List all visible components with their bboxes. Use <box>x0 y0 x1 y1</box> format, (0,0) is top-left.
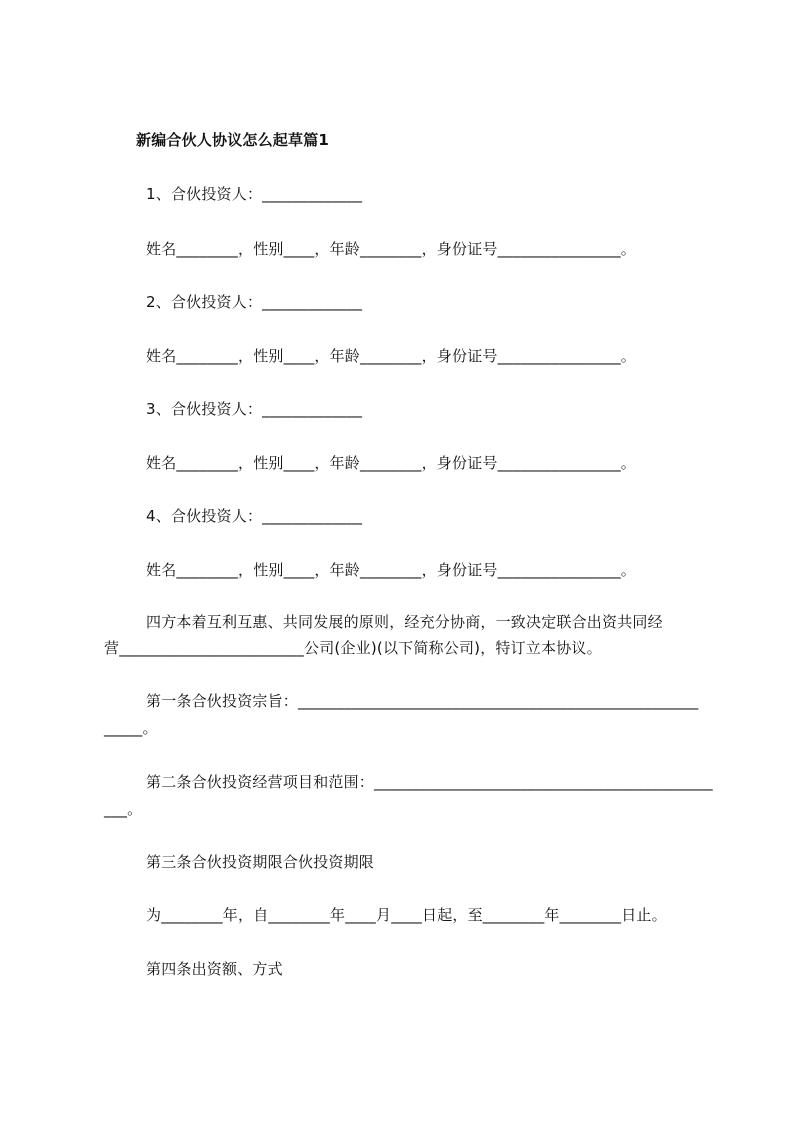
article-4-line-1: 第四条出资额、方式 <box>146 960 283 978</box>
investor-2-details: 姓名________，性别____，年龄________，身份证号________________。 <box>146 347 637 365</box>
investor-1-heading: 1、合伙投资人：_____________ <box>146 185 363 203</box>
article-1-line-1: 第一条合伙投资宗旨：____________________________________________________ <box>146 692 699 710</box>
article-3-line-1: 第三条合伙投资期限合伙投资期限 <box>146 853 375 871</box>
article-1-line-2: _____。 <box>104 719 158 737</box>
investor-4-details: 姓名________，性别____，年龄________，身份证号________________。 <box>146 561 637 579</box>
investor-1-details: 姓名________，性别____，年龄________，身份证号________________。 <box>146 240 637 258</box>
investor-3-heading: 3、合伙投资人：_____________ <box>146 400 363 418</box>
intro-paragraph-line-1: 四方本着互利互惠、共同发展的原则，经充分协商，一致决定联合出资共同经 <box>146 613 663 631</box>
investor-3-details: 姓名________，性别____，年龄________，身份证号________________。 <box>146 454 637 472</box>
intro-paragraph-line-2: 营________________________公司(企业)(以下简称公司)，特订立本协议。 <box>104 639 602 657</box>
article-2-line-1: 第二条合伙投资经营项目和范围：____________________________________________ <box>146 773 713 791</box>
article-3-line-2: 为________年，自________年____月____日起，至________年________日止。 <box>146 906 667 924</box>
article-2-line-2: ___。 <box>104 800 143 818</box>
investor-4-heading: 4、合伙投资人：_____________ <box>146 507 363 525</box>
document-title: 新编合伙人协议怎么起草篇1 <box>136 131 330 149</box>
investor-2-heading: 2、合伙投资人：_____________ <box>146 293 363 311</box>
